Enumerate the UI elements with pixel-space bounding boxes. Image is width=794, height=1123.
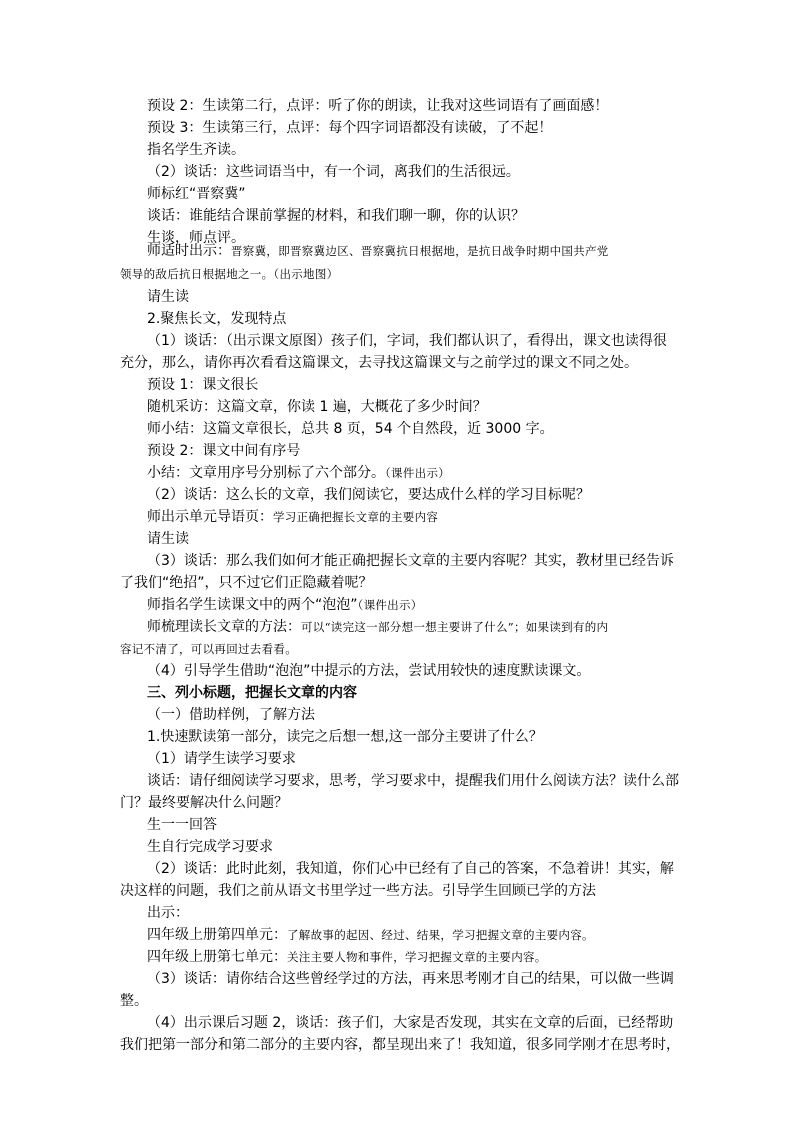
text-line: （2）谈话：这么长的文章，我们阅读它，要达成什么样的学习目标呢？ [147,487,590,503]
quoted-material: 容记不清了，可以再回过去看看。 [120,642,297,656]
quoted-material: 可以“读完这一部分想一想主要讲了什么”；如果读到有的内 [301,620,609,634]
text-line [147,946,690,968]
text-line: 预设 2：生读第二行，点评：听了你的朗读，让我对这些词语有了画面感！ [147,98,609,114]
quoted-material: 晋察冀，即晋察冀边区、晋察冀抗日根据地，是抗日战争时期中国共产党 [231,244,609,258]
text-line: 生一一回答 [147,817,217,833]
text-line: 决这样的问题，我们之前从语文书里学过一些方法。引导学生回顾已学的方法 [120,883,596,899]
text-line [147,506,690,528]
text-line: 充分，那么，请你再次看看这篇课文，去寻找这篇课文与之前学过的课文不同之处。 [120,355,638,371]
text-line: （2）谈话：这些词语当中，有一个词，离我们的生活很远。 [147,164,520,180]
text-line: 师标红“晋察冀” [147,186,246,202]
text-line: 预设 1：课文很长 [147,377,259,393]
text-line [147,240,707,262]
text-line: （1）谈话：（出示课文原图）孩子们，字词，我们都认识了，看得出，课文也读得很 [147,333,667,349]
section-heading: 三、列小标题，把握长文章的内容 [147,685,357,701]
text-line: 整。 [120,993,148,1009]
text-line [147,594,690,616]
text-line: 谈话：谁能结合课前掌握的材料，和我们聊一聊，你的认识？ [147,208,525,224]
text-line [147,616,707,638]
quoted-material: （课件出示） [357,598,423,612]
text-line: 了我们“绝招”，只不过它们正隐藏着呢？ [120,575,373,591]
text-line: 门？最终要解决什么问题？ [120,795,288,811]
text-line: 请生读 [147,531,189,547]
text-line: 预设 2：课文中间有序号 [147,443,301,459]
text-line: （3）谈话：那么我们如何才能正确把握长文章的主要内容呢？其实，教材里已经告诉 [147,553,674,569]
text-run: 小结：文章用序号分别标了六个部分。 [147,465,385,481]
text-run: 师适时出示： [147,243,231,259]
text-line [147,462,690,484]
text-line: 指名学生齐读。 [147,142,245,158]
text-line: （1）请学生读学习要求 [147,751,296,767]
subsection-heading: （一）借助样例，了解方法 [147,707,315,723]
text-line: 师小结：这篇文章很长，总共 8 页，54 个自然段，近 3000 字。 [147,421,554,437]
text-line: 谈话：请仔细阅读学习要求，思考，学习要求中，提醒我们用什么阅读方法？读什么部 [147,773,679,789]
text-run: 四年级上册第四单元： [147,927,287,943]
text-line [147,924,690,946]
text-line: 1.快速默读第一部分，读完之后想一想,这一部分主要讲了什么？ [147,729,543,745]
quoted-material: 关注主要人物和事件，学习把握文章的主要内容。 [287,950,547,964]
quoted-material: 学习正确把握长文章的主要内容 [273,510,439,524]
text-line: （4）引导学生借助“泡泡”中提示的方法，尝试用较快的速度默读课文。 [147,663,591,679]
section-heading: 2.聚焦长文，发现特点 [147,311,287,327]
text-line: 生自行完成学习要求 [147,839,273,855]
text-line: 出示： [147,905,189,921]
text-line: （4）出示课后习题 2，谈话：孩子们，大家是否发现，其实在文章的后面，已经帮助 [147,1015,674,1031]
text-line: （3）谈话：请你结合这些曾经学过的方法，再来思考刚才自己的结果，可以做一些调 [147,971,674,987]
quoted-material: 了解故事的起因、经过、结果，学习把握文章的主要内容。 [287,928,594,942]
text-line: 生谈，师点评。 [147,230,245,246]
text-line: 预设 3：生读第三行，点评：每个四字词语都没有读破，了不起！ [147,120,553,136]
text-run: 四年级上册第七单元： [147,949,287,965]
quoted-material: （课件出示） [385,466,451,480]
text-line: （2）谈话：此时此刻，我知道，你们心中已经有了自己的答案，不急着讲！其实，解 [147,861,674,877]
text-run: 师梳理读长文章的方法： [147,619,301,635]
text-line: 随机采访：这篇文章，你读 1 遍，大概花了多少时间？ [147,399,487,415]
text-line: 请生读 [147,289,189,305]
quoted-material: 领导的敌后抗日根据地之一。（出示地图） [120,267,339,281]
text-run: 师指名学生读课文中的两个“泡泡” [147,597,358,613]
text-run: 师出示单元导语页： [147,509,273,525]
text-line: 我们把第一部分和第二部分的主要内容，都呈现出来了！我知道，很多同学刚才在思考时， [120,1037,680,1053]
